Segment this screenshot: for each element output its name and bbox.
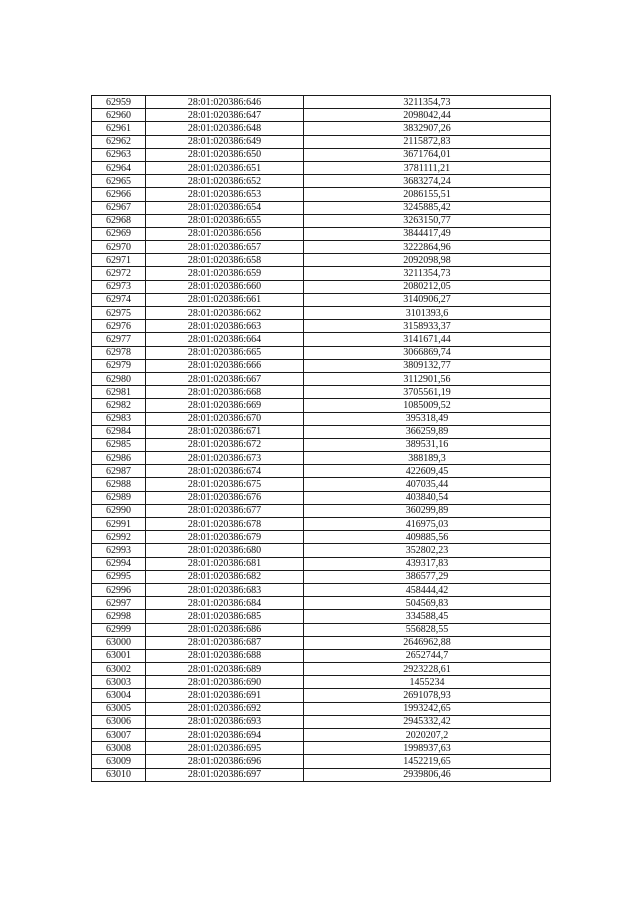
value-cell: 407035,44 <box>304 478 551 491</box>
value-cell: 1993242,65 <box>304 702 551 715</box>
cadastral-number-cell: 28:01:020386:694 <box>146 729 304 742</box>
row-number-cell: 63001 <box>92 649 146 662</box>
row-number-cell: 62989 <box>92 491 146 504</box>
value-cell: 409885,56 <box>304 531 551 544</box>
cadastral-number-cell: 28:01:020386:659 <box>146 267 304 280</box>
table-row <box>92 597 551 610</box>
table-row <box>92 161 551 174</box>
row-number-cell: 63004 <box>92 689 146 702</box>
row-number-cell: 63002 <box>92 663 146 676</box>
table-row <box>92 227 551 240</box>
table-row <box>92 649 551 662</box>
value-cell: 3683274,24 <box>304 175 551 188</box>
cadastral-number-cell: 28:01:020386:658 <box>146 254 304 267</box>
value-cell: 3844417,49 <box>304 227 551 240</box>
row-number-cell: 62993 <box>92 544 146 557</box>
table-row <box>92 610 551 623</box>
cadastral-value-table <box>91 95 551 782</box>
cadastral-number-cell: 28:01:020386:675 <box>146 478 304 491</box>
row-number-cell: 62997 <box>92 597 146 610</box>
table-row <box>92 412 551 425</box>
row-number-cell: 62986 <box>92 452 146 465</box>
row-number-cell: 62963 <box>92 148 146 161</box>
value-cell: 3112901,56 <box>304 372 551 385</box>
cadastral-number-cell: 28:01:020386:663 <box>146 320 304 333</box>
cadastral-number-cell: 28:01:020386:685 <box>146 610 304 623</box>
cadastral-number-cell: 28:01:020386:661 <box>146 293 304 306</box>
cadastral-number-cell: 28:01:020386:656 <box>146 227 304 240</box>
row-number-cell: 62992 <box>92 531 146 544</box>
row-number-cell: 62999 <box>92 623 146 636</box>
table-row <box>92 122 551 135</box>
value-cell: 3140906,27 <box>304 293 551 306</box>
value-cell: 2923228,61 <box>304 663 551 676</box>
row-number-cell: 62988 <box>92 478 146 491</box>
cadastral-number-cell: 28:01:020386:689 <box>146 663 304 676</box>
value-cell: 2945332,42 <box>304 715 551 728</box>
value-cell: 2691078,93 <box>304 689 551 702</box>
row-number-cell: 63003 <box>92 676 146 689</box>
table-row <box>92 359 551 372</box>
value-cell: 3211354,73 <box>304 267 551 280</box>
table-row <box>92 188 551 201</box>
table-row <box>92 280 551 293</box>
value-cell: 2098042,44 <box>304 109 551 122</box>
value-cell: 2646962,88 <box>304 636 551 649</box>
value-cell: 352802,23 <box>304 544 551 557</box>
value-cell: 439317,83 <box>304 557 551 570</box>
value-cell: 3245885,42 <box>304 201 551 214</box>
value-cell: 388189,3 <box>304 452 551 465</box>
row-number-cell: 63007 <box>92 729 146 742</box>
row-number-cell: 62980 <box>92 372 146 385</box>
row-number-cell: 63009 <box>92 755 146 768</box>
row-number-cell: 63008 <box>92 742 146 755</box>
cadastral-number-cell: 28:01:020386:677 <box>146 504 304 517</box>
row-number-cell: 62981 <box>92 386 146 399</box>
cadastral-number-cell: 28:01:020386:676 <box>146 491 304 504</box>
table-row <box>92 636 551 649</box>
row-number-cell: 63006 <box>92 715 146 728</box>
row-number-cell: 62994 <box>92 557 146 570</box>
cadastral-number-cell: 28:01:020386:648 <box>146 122 304 135</box>
table-row <box>92 307 551 320</box>
value-cell: 2080212,05 <box>304 280 551 293</box>
table-row <box>92 425 551 438</box>
table-row <box>92 386 551 399</box>
value-cell: 2092098,98 <box>304 254 551 267</box>
row-number-cell: 62995 <box>92 570 146 583</box>
table-row <box>92 254 551 267</box>
cadastral-number-cell: 28:01:020386:683 <box>146 583 304 596</box>
table-row <box>92 583 551 596</box>
value-cell: 416975,03 <box>304 518 551 531</box>
cadastral-number-cell: 28:01:020386:662 <box>146 307 304 320</box>
cadastral-number-cell: 28:01:020386:684 <box>146 597 304 610</box>
cadastral-number-cell: 28:01:020386:678 <box>146 518 304 531</box>
cadastral-number-cell: 28:01:020386:664 <box>146 333 304 346</box>
row-number-cell: 62998 <box>92 610 146 623</box>
row-number-cell: 62996 <box>92 583 146 596</box>
table-row <box>92 689 551 702</box>
value-cell: 389531,16 <box>304 438 551 451</box>
value-cell: 3781111,21 <box>304 161 551 174</box>
value-cell: 556828,55 <box>304 623 551 636</box>
value-cell: 403840,54 <box>304 491 551 504</box>
value-cell: 334588,45 <box>304 610 551 623</box>
row-number-cell: 62987 <box>92 465 146 478</box>
table-row <box>92 729 551 742</box>
table-row <box>92 570 551 583</box>
value-cell: 2020207,2 <box>304 729 551 742</box>
cadastral-number-cell: 28:01:020386:680 <box>146 544 304 557</box>
table-row <box>92 214 551 227</box>
row-number-cell: 62966 <box>92 188 146 201</box>
value-cell: 3141671,44 <box>304 333 551 346</box>
cadastral-number-cell: 28:01:020386:687 <box>146 636 304 649</box>
cadastral-number-cell: 28:01:020386:654 <box>146 201 304 214</box>
row-number-cell: 62971 <box>92 254 146 267</box>
value-cell: 3671764,01 <box>304 148 551 161</box>
value-cell: 2115872,83 <box>304 135 551 148</box>
table-row <box>92 465 551 478</box>
table-row <box>92 333 551 346</box>
table-row <box>92 148 551 161</box>
table-row <box>92 623 551 636</box>
cadastral-number-cell: 28:01:020386:681 <box>146 557 304 570</box>
cadastral-number-cell: 28:01:020386:666 <box>146 359 304 372</box>
row-number-cell: 62978 <box>92 346 146 359</box>
value-cell: 3066869,74 <box>304 346 551 359</box>
value-cell: 1998937,63 <box>304 742 551 755</box>
cadastral-number-cell: 28:01:020386:647 <box>146 109 304 122</box>
row-number-cell: 62969 <box>92 227 146 240</box>
value-cell: 1085009,52 <box>304 399 551 412</box>
row-number-cell: 62990 <box>92 504 146 517</box>
table-row <box>92 742 551 755</box>
cadastral-number-cell: 28:01:020386:697 <box>146 768 304 781</box>
table-row <box>92 135 551 148</box>
cadastral-number-cell: 28:01:020386:665 <box>146 346 304 359</box>
table-row <box>92 267 551 280</box>
cadastral-number-cell: 28:01:020386:679 <box>146 531 304 544</box>
row-number-cell: 62968 <box>92 214 146 227</box>
cadastral-number-cell: 28:01:020386:652 <box>146 175 304 188</box>
table-row <box>92 663 551 676</box>
table-row <box>92 702 551 715</box>
table-row <box>92 109 551 122</box>
value-cell: 3832907,26 <box>304 122 551 135</box>
table-row <box>92 201 551 214</box>
value-cell: 2652744,7 <box>304 649 551 662</box>
value-cell: 386577,29 <box>304 570 551 583</box>
table-row <box>92 478 551 491</box>
value-cell: 3158933,37 <box>304 320 551 333</box>
row-number-cell: 62959 <box>92 96 146 109</box>
cadastral-number-cell: 28:01:020386:674 <box>146 465 304 478</box>
cadastral-number-cell: 28:01:020386:657 <box>146 241 304 254</box>
table-row <box>92 96 551 109</box>
value-cell: 458444,42 <box>304 583 551 596</box>
table-row <box>92 452 551 465</box>
row-number-cell: 62970 <box>92 241 146 254</box>
row-number-cell: 62960 <box>92 109 146 122</box>
cadastral-number-cell: 28:01:020386:695 <box>146 742 304 755</box>
row-number-cell: 62965 <box>92 175 146 188</box>
row-number-cell: 62983 <box>92 412 146 425</box>
row-number-cell: 62967 <box>92 201 146 214</box>
cadastral-number-cell: 28:01:020386:696 <box>146 755 304 768</box>
row-number-cell: 62976 <box>92 320 146 333</box>
table-row <box>92 557 551 570</box>
table-body <box>92 96 551 782</box>
cadastral-number-cell: 28:01:020386:691 <box>146 689 304 702</box>
row-number-cell: 62982 <box>92 399 146 412</box>
value-cell: 2086155,51 <box>304 188 551 201</box>
table-row <box>92 293 551 306</box>
row-number-cell: 62984 <box>92 425 146 438</box>
cadastral-number-cell: 28:01:020386:655 <box>146 214 304 227</box>
table-row <box>92 518 551 531</box>
table-row <box>92 531 551 544</box>
table-row <box>92 715 551 728</box>
cadastral-number-cell: 28:01:020386:668 <box>146 386 304 399</box>
cadastral-number-cell: 28:01:020386:653 <box>146 188 304 201</box>
value-cell: 3101393,6 <box>304 307 551 320</box>
value-cell: 3809132,77 <box>304 359 551 372</box>
cadastral-number-cell: 28:01:020386:690 <box>146 676 304 689</box>
row-number-cell: 62985 <box>92 438 146 451</box>
cadastral-number-cell: 28:01:020386:651 <box>146 161 304 174</box>
row-number-cell: 62974 <box>92 293 146 306</box>
table-row <box>92 175 551 188</box>
row-number-cell: 62975 <box>92 307 146 320</box>
cadastral-number-cell: 28:01:020386:692 <box>146 702 304 715</box>
cadastral-number-cell: 28:01:020386:686 <box>146 623 304 636</box>
value-cell: 1455234 <box>304 676 551 689</box>
table-row <box>92 399 551 412</box>
row-number-cell: 62977 <box>92 333 146 346</box>
value-cell: 3211354,73 <box>304 96 551 109</box>
cadastral-number-cell: 28:01:020386:669 <box>146 399 304 412</box>
table-row <box>92 544 551 557</box>
table-row <box>92 676 551 689</box>
value-cell: 3222864,96 <box>304 241 551 254</box>
row-number-cell: 63005 <box>92 702 146 715</box>
row-number-cell: 62979 <box>92 359 146 372</box>
value-cell: 395318,49 <box>304 412 551 425</box>
value-cell: 422609,45 <box>304 465 551 478</box>
cadastral-number-cell: 28:01:020386:667 <box>146 372 304 385</box>
cadastral-number-cell: 28:01:020386:670 <box>146 412 304 425</box>
cadastral-number-cell: 28:01:020386:673 <box>146 452 304 465</box>
cadastral-number-cell: 28:01:020386:660 <box>146 280 304 293</box>
value-cell: 2939806,46 <box>304 768 551 781</box>
row-number-cell: 62991 <box>92 518 146 531</box>
value-cell: 3705561,19 <box>304 386 551 399</box>
value-cell: 360299,89 <box>304 504 551 517</box>
value-cell: 1452219,65 <box>304 755 551 768</box>
value-cell: 504569,83 <box>304 597 551 610</box>
row-number-cell: 62964 <box>92 161 146 174</box>
table-row <box>92 241 551 254</box>
table-row <box>92 504 551 517</box>
cadastral-number-cell: 28:01:020386:672 <box>146 438 304 451</box>
table-row <box>92 768 551 781</box>
cadastral-number-cell: 28:01:020386:682 <box>146 570 304 583</box>
cadastral-number-cell: 28:01:020386:650 <box>146 148 304 161</box>
row-number-cell: 62961 <box>92 122 146 135</box>
value-cell: 366259,89 <box>304 425 551 438</box>
row-number-cell: 62972 <box>92 267 146 280</box>
cadastral-number-cell: 28:01:020386:688 <box>146 649 304 662</box>
row-number-cell: 63000 <box>92 636 146 649</box>
cadastral-number-cell: 28:01:020386:649 <box>146 135 304 148</box>
table-row <box>92 438 551 451</box>
row-number-cell: 63010 <box>92 768 146 781</box>
value-cell: 3263150,77 <box>304 214 551 227</box>
cadastral-number-cell: 28:01:020386:693 <box>146 715 304 728</box>
table-row <box>92 755 551 768</box>
cadastral-number-cell: 28:01:020386:646 <box>146 96 304 109</box>
table-row <box>92 491 551 504</box>
table-row <box>92 346 551 359</box>
row-number-cell: 62962 <box>92 135 146 148</box>
row-number-cell: 62973 <box>92 280 146 293</box>
table-row <box>92 320 551 333</box>
cadastral-number-cell: 28:01:020386:671 <box>146 425 304 438</box>
table-row <box>92 372 551 385</box>
